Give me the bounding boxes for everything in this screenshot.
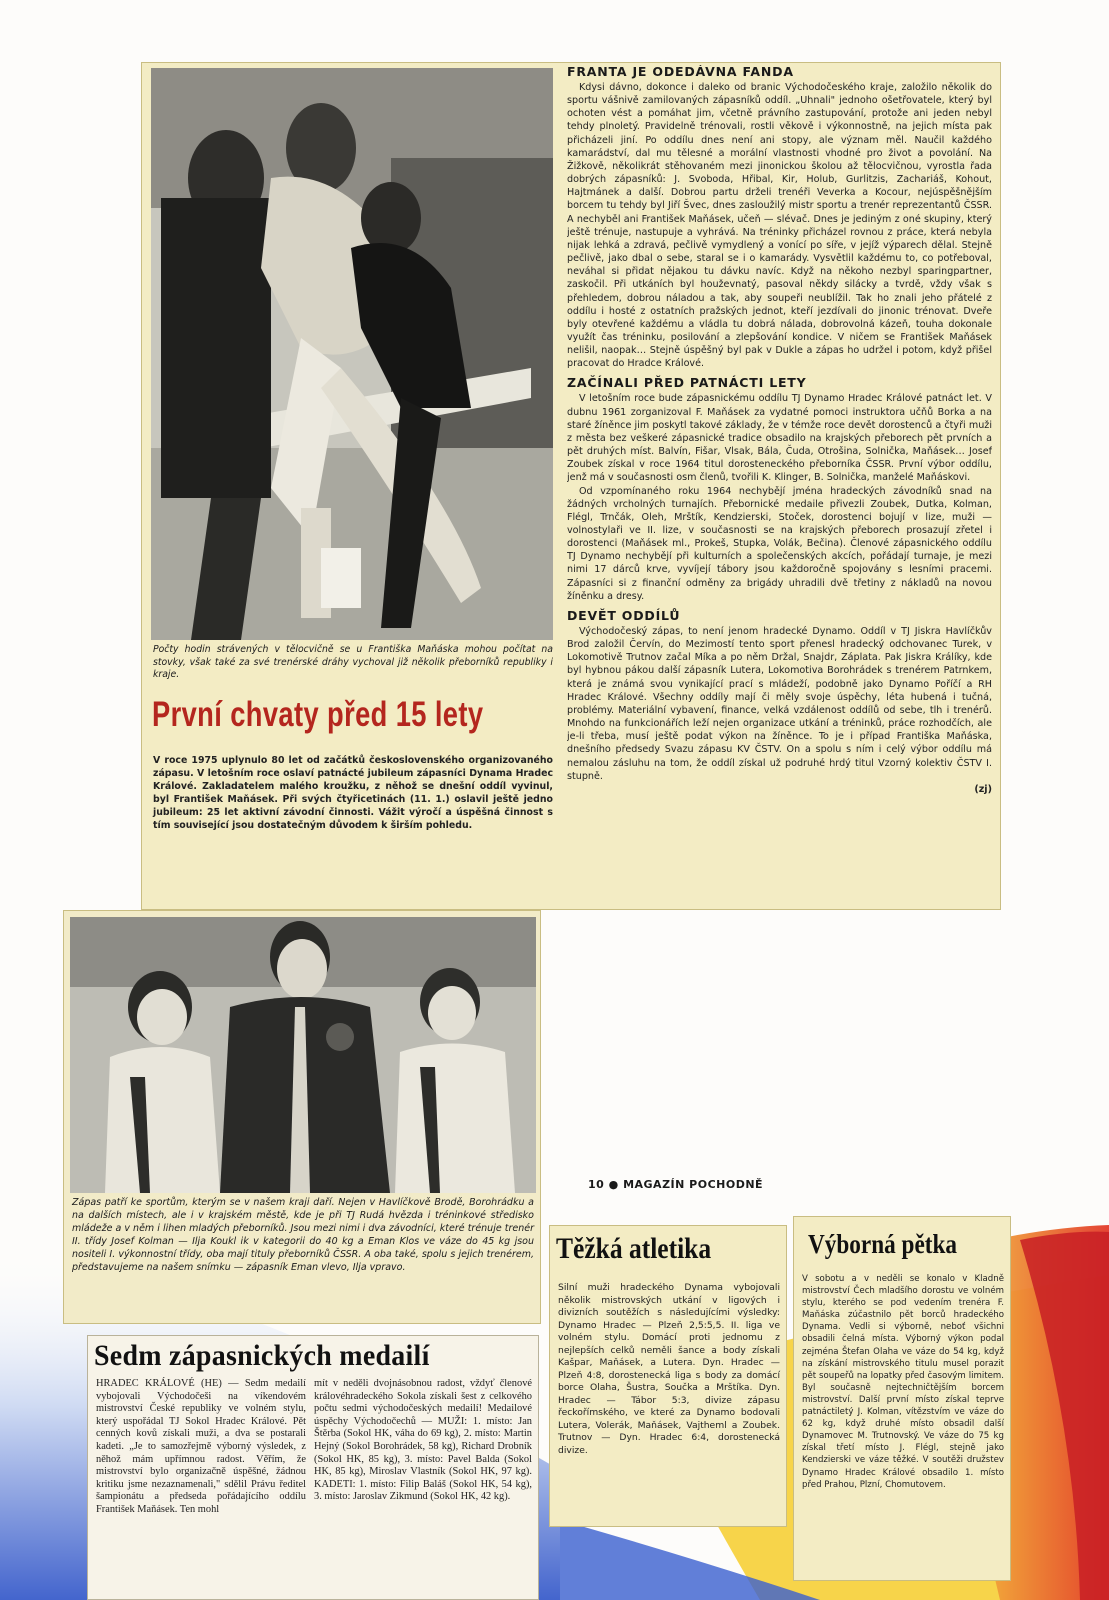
section1-title: FRANTA JE ODEDÁVNA FANDA — [567, 65, 794, 79]
right-column — [567, 65, 992, 905]
section1-paragraph: Kdysi dávno, dokonce i daleko od branic Východočeského kraje, založilo několik do sportu vášnivě zamilovaných zápasníků oddíl. „Uhnali" jednoho ošetřovatele, který byl ochoten vést a pomáhat jim, včetně právního zastupování, protože ani jeden nebyl tehdy plnoletý. Pravidelně trénovali, rostli věkově i výkonnostně, na jejich místa pak přicházeli jiní. Po oddílu dnes není ani stopy, ale význam měl. Naučil každého kamarádství, dal mu tělesné a morální vlastnosti vhodné pro život a povolání. Na Žižkově, několikrát stěhovaném mezi jinonickou školou až tělocvičnou, vyrostla řada dobrých zápasníků: J. Svoboda, Hřibal, Kir, Holub, Gurlitzis, Zachariáš, Kohout, Hajtmánek a další. Dobrou partu drželi trenéři Veverka a Kocour, nejúspěšnějším borcem tu tehdy byl Jiří Švec, dnes zasloužilý mistr sportu a trenér reprezentantů ČSSR. A nechyběl ani František Maňásek, učeň — slévač. Dnes je jediným z oné skupiny, který ještě trénuje, nastupuje a vyhrává. Na tréninky přicházel rovnou z práce, která nebyla nijak lehká a zdravá, pečlivě vymydlený a vonící po síře, v jejíž výparech dělal. Stejně pečlivě, jako dbal o sebe, staral se i o kamarády. Vysvětlil každému to, co potřeboval, neváhal si přidat nějakou tu dávku navíc. Když na někoho nezbyl sparingpartner, zaskočil. Při utkáních byl houževnatý, pasoval někdy silácky a tvrdě, vždy však s přehledem, dobrou náladou a tak, aby soupeři neublížil. Tak ho znali jeho přátelé z oddílu i hosté z ostatních pražských jednot, kteří jezdívali do jinonic trénovat. Dveře byly otevřené každému a vládla tu dobrá nálada, dobrovolná kázeň, touha dokonale využít čas tréninku, posilování a zlepšování kondice. V ničem se František Maňásek nelišil, naopak… Stejně úspěšný byl pak v Dukle a zápas ho udržel i potom, když přišel pracovat do Hradce Králové. — [567, 82, 992, 370]
section3-paragraph: Východočeský zápas, to není jenom hradecké Dynamo. Oddíl v TJ Jiskra Havlíčkův Brod založil Červín, do Mezimostí tento sport přenesl hradecký odchovanec Turek, v Lokomotivě Trutnov začal Míka a po něm Držal, Snajdr, Záplata. Pak Jiskra Králíky, kde byl hybnou pákou další zápasník Lutera, Lokomotiva Borohrádek s trenérem Patrnkem, která je známá svou vynikající prací s mládeží, podobně jako Dynamo Poříčí a RH Hradec Králové. Všechny oddíly mají či měly svoje úspěchy, léta hubená i tučná, problémy. Materiální vybavení, finance, velká vzdálenost oddílů od sebe, tlh i trenérů. Mnohdo na funkcionářích leží nejen organizace utkání a tréninků, práce rozhodčích, ale je-li třeba, musí ještě podat výkon na žíněnce. To je i případ Františka Maňáska, dnešního předsedy Svazu zápasu KV ČSTV. On a spolu s ním i celý výbor oddílu má nemalou zásluhu na tom, že oddíl získal už podruhé hrdý titul Vzorný kolektiv ČSTV I. stupně. — [567, 625, 992, 782]
three-wrestlers-photo — [70, 917, 536, 1193]
section3-text — [567, 625, 992, 796]
section1-text — [567, 81, 992, 370]
photo2-caption: Zápas patří ke sportům, kterým se v našem kraji daří. Nejen v Havlíčkově Brodě, Borohrádku a na dalších místech, ale i v krajském městě, kde je při TJ Rudá hvězda i tréninkové středisko mládeže a v něm i lihen mladých přeborníků. Jsou mezi nimi i dva závodníci, které trénuje trenér II. třídy Josef Kolman — Ilja Koukl ik v kategorii do 40 kg a Eman Klos ve váze do 45 kg jsou nositeli I. výkonnostní třídy, oba mají tituly přeborníků ČSSR. A oba také, spolu s jejich trenérem, představujeme na našem snímku — zápasník Eman vlevo, Ilja vpravo. — [72, 1197, 534, 1273]
section2-title: ZAČÍNALI PŘED PATNÁCTI LETY — [567, 375, 807, 391]
section2-paragraph2: Od vzpomínaného roku 1964 nechybějí jména hradeckých závodníků snad na žádných vrcholných turnajích. Přebornické medaile přivezli Zoubek, Dutka, Kolman, Flégl, Trnčák, Oleh, Mrštík, Kendzierski, Stoček, dorostenci bojují v lize, muži — volnostylaři ve II. lize, v současnosti se na krajských přeborech prosazují zřetel i dorostenci (Maňásek ml., Prokeš, Stupka, Volák, Bečina). Členové zápasnického oddílu TJ Dynamo nechybějí při kulturních a společenských akcích, pořádají turnaje, je mezi nimi 17 dárců krve, vyvíjejí tábory jsou každoročně spojovány s lesními pracemi. Zápasníci si z finanční odměny za brigády uhradili dvě třetiny z nákladů na novou žíněnku a dresy. — [567, 485, 992, 602]
atletika-text: Silní muži hradeckého Dynama vybojovali několik mistrovských utkání v ligových i divizních soutěžích s následujícími výsledky: Dynamo Hradec — Plzeň 2,5:5,5. II. liga ve volném stylu. Domácí proti jednomu z nejlepších celků neměli šance a body získali Kašpar, Maňásek, a Lutera. Dyn. Hradec — Plzeň 4:8, dorostenecká liga s body za domácí borce Olaha, Šustra, Součka a Mrštíka. Dyn. Hradec — Tábor 5:3, divize zápasu řeckořímského, ve které za Dynamo bodovali Lutera, Volerák, Maňásek, Vajtheml a Zoubek. Trutnov — Dyn. Hradec 6:4, dorostenecká divize. — [558, 1282, 780, 1456]
atletika-title: Těžká atletika — [556, 1232, 712, 1265]
top-article-clipping — [141, 62, 1001, 910]
petka-text: V sobotu a v neděli se konalo v Kladně mistrovství Čech mladšího dorostu ve volném stylu, kterého se pod vedením trenéra F. Maňáska zúčastnilo pět borců hradeckého Dynama. Vedli si výborně, neboť všichni obsadili čelná místa. Výborný výkon podal zejména Štefan Olaha ve váze do 54 kg, když na získání mistrovského titulu musel porazit pět soupeřů na lopatky před časovým limitem. Byl současně nejtechničtějším borcem mistrovství. Další první místo získal teprve patnáctiletý J. Kolman, vítězstvím ve váze do 62 kg, když druhé místo obsadil další Dynamovec M. Trutnovský. Ve váze do 75 kg získal třetí místo J. Flégl, stejně jako Kendzierski ve váze těžké. V soutěži družstev Dynamo Hradec Králové obsadilo 1. místo před Prahou, Plzní, Chomutovem. — [802, 1274, 1004, 1490]
section2-text — [567, 392, 992, 603]
medaile-clipping — [87, 1335, 539, 1600]
signature: (zj) — [974, 783, 992, 795]
intro-text: V roce 1975 uplynulo 80 let od začátků československého organizovaného zápasu. V letošním roce oslaví patnácté jubileum zápasníci Dynama Hradec Králové. Zakladatelem malého kroužku, z něhož se dnešní oddíl vyvinul, byl František Maňásek. Při svých čtyřicetinách (11. 1.) oslavil ještě jedno jubileum: 25 let aktivní závodní činnosti. Vážit výročí a úspěšná činnost s tím související jsou dostatečným důvodem k širším pohledu. — [153, 755, 553, 831]
atletika-clipping — [549, 1225, 787, 1527]
page-footer: 10 ● MAGAZÍN POCHODNĚ — [588, 1178, 764, 1191]
main-headline: První chvaty před 15 lety — [152, 695, 484, 734]
section2-paragraph1: V letošním roce bude zápasnickému oddílu TJ Dynamo Hradec Králové patnáct let. V dubnu 1961 zorganizoval F. Maňásek za vydatné pomoci instruktora učňů Borka a na staré žíněnce jim poskytl takové základy, že v témže roce devět dorostenců a čtyři muži z města bez veškeré zápasnické tradice obsadilo na krajských přeborech pět prvních a pět druhých míst. Balvín, Fišar, Vlsak, Bála, Čuda, Otrošina, Solnička, Maňásek… Josef Zoubek získal v roce 1964 titul dorosteneckého přeborníka ČSSR. První výbor oddílu, jenž má v současnosti osm členů, tvořili K. Klinger, B. Solnička, manželé Maňáskovi. — [567, 393, 992, 484]
section3-title: DEVĚT ODDÍLŮ — [567, 607, 681, 623]
medaile-col2: mít v neděli dvojnásobnou radost, vždyť členové královéhradeckého Sokola získali šest z celkového počtu sedmi východočeských medailí! Medailové úspěchy Východočechů — MUŽI: 1. místo: Jan Štěrba (Sokol HK, váha do 69 kg), 2. místo: Martin Hejný (Sokol Borohrádek, 58 kg), Richard Drobník (Sokol HK, 85 kg), 3. místo: Pavel Balda (Sokol HK, 85 kg), Miroslav Vlastník (Sokol HK, 97 kg). KADETI: 1. místo: Filip Baláš (Sokol HK, 54 kg), 3. místo: Jaroslav Zikmund (Sokol HK, 42 kg). — [314, 1378, 532, 1503]
photo-image — [70, 917, 536, 1193]
photo1-caption: Počty hodin strávených v tělocvičně se u Františka Maňáska mohou počítat na stovky, však také za své trenérské dráhy vychoval již několik přeborníků republiky i kraje. — [153, 644, 553, 680]
petka-clipping — [793, 1216, 1011, 1581]
petka-title: Výborná pětka — [808, 1229, 958, 1259]
wrestling-training-photo — [151, 68, 553, 640]
medaile-col1: HRADEC KRÁLOVÉ (HE) — Sedm medailí vybojovali Východočeši na víkendovém mistrovství České republiky ve volném stylu, který uspořádal TJ Sokol Hradec Králové. Pět cenných kovů získali muži, a dva se postarali kadeti. „Je to samozřejmě výborný výsledek, z něhož mám upřímnou radost. Věřím, že mistrovství bylo organizačně úspěšné, žádnou kritiku jsme nezaznamenali," sdělil Právu ředitel šampionátu a předseda pořádajícího oddílu František Maňásek. Ten mohl — [96, 1378, 306, 1515]
medaile-title: Sedm zápasnických medailí — [94, 1339, 430, 1372]
photo-image — [151, 68, 553, 640]
photo2-clipping — [63, 910, 541, 1324]
